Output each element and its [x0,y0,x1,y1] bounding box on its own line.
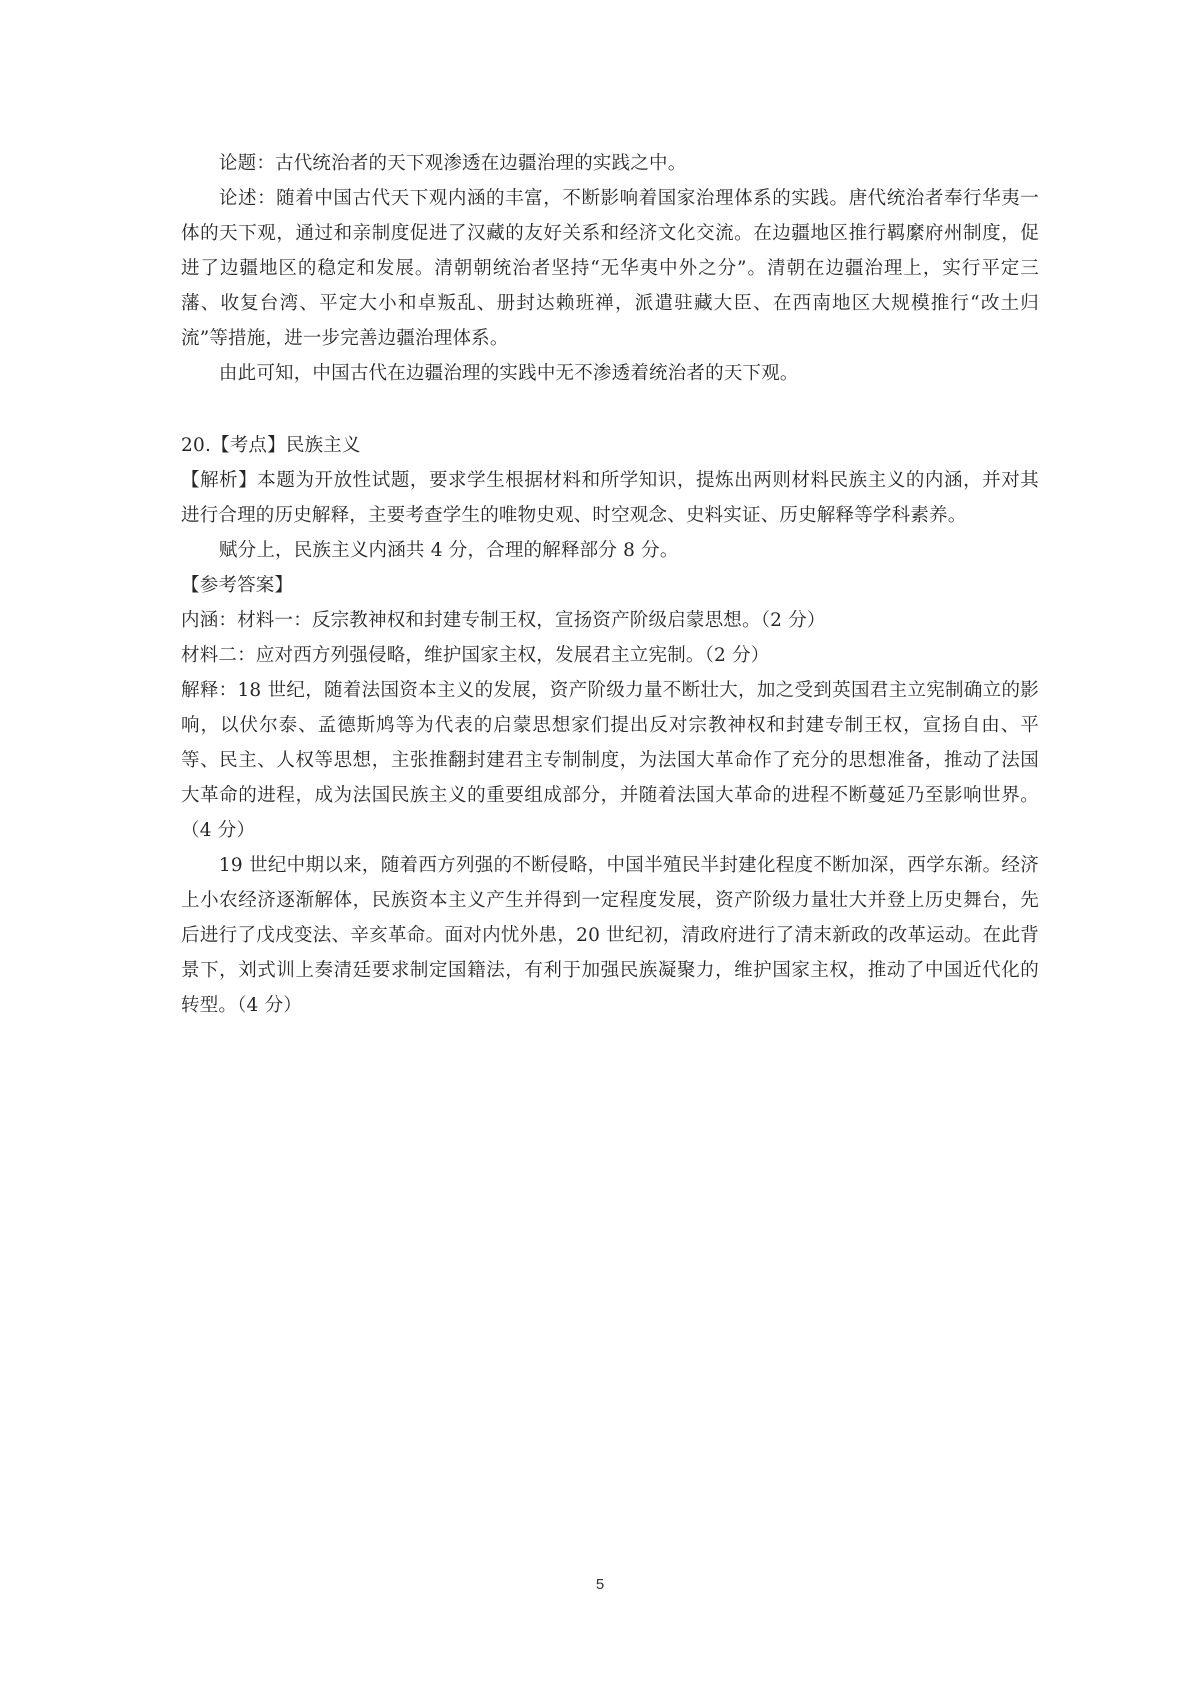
section-spacer [181,391,1039,428]
answer-heading: 【参考答案】 [181,575,294,596]
analysis-paragraph: 【解析】本题为开放性试题，要求学生根据材料和所学知识，提炼出两则材料民族主义的内涵，并对其进行合理的历史解释，主要考查学生的唯物史观、时空观念、史料实证、历史解释等学科素养。 [181,470,1039,526]
scoring-paragraph: 赋分上，民族主义内涵共 4 分，合理的解释部分 8 分。 [218,540,679,561]
page-number: 5 [595,1576,605,1593]
thesis-paragraph: 论题：古代统治者的天下观渗透在边疆治理的实践之中。 [218,153,687,174]
question-20-heading: 20.【考点】民族主义 [181,435,361,456]
page-content [181,146,1039,1023]
explanation-paragraph-2: 19 世纪中期以来，随着西方列强的不断侵略，中国半殖民半封建化程度不断加深，西学东渐。经济上小农经济逐渐解体，民族资本主义产生并得到一定程度发展，资产阶级力量壮大并登上历史舞台，先后进行了戊戌变法、辛亥革命。面对内忧外患，20 世纪初，清政府进行了清末新政的改革运动。在此背景下，刘式训上奏清廷要求制定国籍法，有利于加强民族凝聚力，维护国家主权，推动了中国近代化的转型。（4 分） [181,855,1039,1016]
conclusion-paragraph: 由此可知，中国古代在边疆治理的实践中无不渗透着统治者的天下观。 [218,363,799,384]
argument-paragraph: 论述：随着中国古代天下观内涵的丰富，不断影响着国家治理体系的实践。唐代统治者奉行华夷一体的天下观，通过和亲制度促进了汉藏的友好关系和经济文化交流。在边疆地区推行羁縻府州制度，促进了边疆地区的稳定和发展。清朝朝统治者坚持“无华夷中外之分”。清朝在边疆治理上，实行平定三藩、收复台湾、平定大小和卓叛乱、册封达赖班禅，派遣驻藏大臣、在西南地区大规模推行“改土归流”等措施，进一步完善边疆治理体系。 [181,188,1039,349]
explanation-paragraph-1: 解释：18 世纪，随着法国资本主义的发展，资产阶级力量不断壮大，加之受到英国君主立宪制确立的影响，以伏尔泰、孟德斯鸠等为代表的启蒙思想家们提出反对宗教神权和封建专制王权，宣扬自由、平等、民主、人权等思想，主张推翻封建君主专制制度，为法国大革命作了充分的思想准备，推动了法国大革命的进程，成为法国民族主义的重要组成部分，并随着法国大革命的进程不断蔓延乃至影响世界。（4 分） [181,680,1039,841]
connotation-material-1: 内涵：材料一：反宗教神权和封建专制王权，宣扬资产阶级启蒙思想。（2 分） [181,610,826,631]
connotation-material-2: 材料二：应对西方列强侵略，维护国家主权，发展君主立宪制。（2 分） [181,645,770,666]
